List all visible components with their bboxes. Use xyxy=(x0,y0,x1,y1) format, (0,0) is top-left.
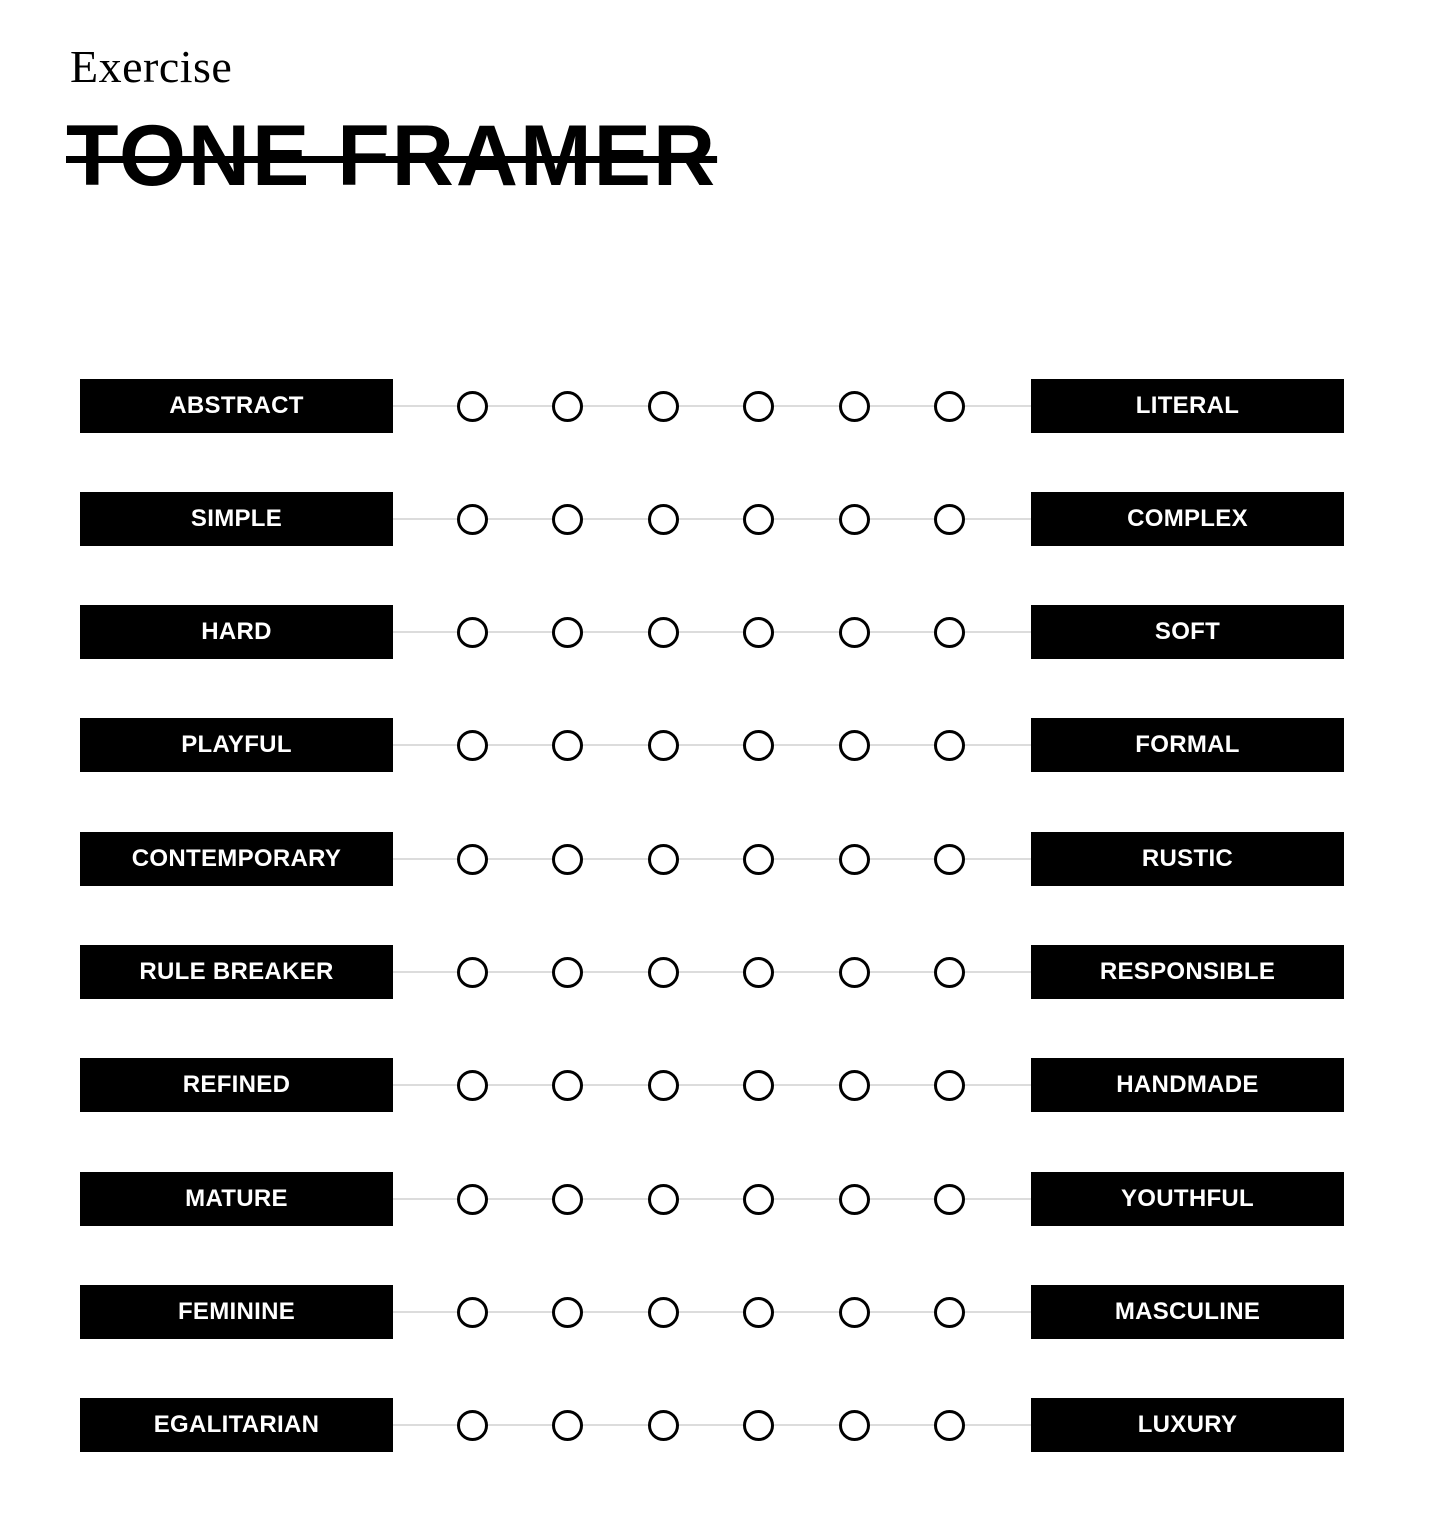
right-trait-label: LUXURY xyxy=(1031,1398,1344,1452)
radio-option-2[interactable] xyxy=(552,1184,583,1215)
radio-option-4[interactable] xyxy=(743,1070,774,1101)
radio-option-3[interactable] xyxy=(648,1410,679,1441)
scale-row xyxy=(80,605,1344,659)
radio-option-4[interactable] xyxy=(743,1184,774,1215)
scale-row xyxy=(80,379,1344,433)
radio-option-3[interactable] xyxy=(648,957,679,988)
radio-option-5[interactable] xyxy=(839,730,870,761)
radio-option-6[interactable] xyxy=(934,617,965,648)
radio-option-6[interactable] xyxy=(934,1410,965,1441)
radio-option-3[interactable] xyxy=(648,617,679,648)
radio-option-5[interactable] xyxy=(839,957,870,988)
radio-option-5[interactable] xyxy=(839,844,870,875)
scale-row xyxy=(80,832,1344,886)
scale-row xyxy=(80,1172,1344,1226)
page-title: TONE FRAMER xyxy=(66,108,718,204)
radio-option-4[interactable] xyxy=(743,957,774,988)
scale-row xyxy=(80,1285,1344,1339)
radio-option-2[interactable] xyxy=(552,1297,583,1328)
radio-option-3[interactable] xyxy=(648,1297,679,1328)
radio-option-4[interactable] xyxy=(743,391,774,422)
left-trait-label: HARD xyxy=(80,605,393,659)
radio-option-1[interactable] xyxy=(457,1410,488,1441)
left-trait-label: REFINED xyxy=(80,1058,393,1112)
radio-option-1[interactable] xyxy=(457,504,488,535)
radio-option-5[interactable] xyxy=(839,1410,870,1441)
radio-option-2[interactable] xyxy=(552,1410,583,1441)
radio-option-5[interactable] xyxy=(839,1184,870,1215)
radio-option-2[interactable] xyxy=(552,1070,583,1101)
radio-option-1[interactable] xyxy=(457,730,488,761)
radio-option-4[interactable] xyxy=(743,730,774,761)
left-trait-label: CONTEMPORARY xyxy=(80,832,393,886)
scale-row xyxy=(80,718,1344,772)
left-trait-label: SIMPLE xyxy=(80,492,393,546)
left-trait-label: PLAYFUL xyxy=(80,718,393,772)
radio-option-6[interactable] xyxy=(934,730,965,761)
right-trait-label: RUSTIC xyxy=(1031,832,1344,886)
radio-option-3[interactable] xyxy=(648,844,679,875)
radio-option-2[interactable] xyxy=(552,957,583,988)
left-trait-label: RULE BREAKER xyxy=(80,945,393,999)
radio-option-2[interactable] xyxy=(552,391,583,422)
radio-option-3[interactable] xyxy=(648,730,679,761)
radio-option-3[interactable] xyxy=(648,504,679,535)
radio-option-5[interactable] xyxy=(839,391,870,422)
radio-option-2[interactable] xyxy=(552,844,583,875)
left-trait-label: MATURE xyxy=(80,1172,393,1226)
radio-option-5[interactable] xyxy=(839,1297,870,1328)
radio-option-2[interactable] xyxy=(552,730,583,761)
scale-row xyxy=(80,1398,1344,1452)
left-trait-label: EGALITARIAN xyxy=(80,1398,393,1452)
right-trait-label: YOUTHFUL xyxy=(1031,1172,1344,1226)
radio-option-1[interactable] xyxy=(457,957,488,988)
radio-option-1[interactable] xyxy=(457,1070,488,1101)
right-trait-label: RESPONSIBLE xyxy=(1031,945,1344,999)
radio-option-1[interactable] xyxy=(457,844,488,875)
radio-option-3[interactable] xyxy=(648,391,679,422)
radio-option-6[interactable] xyxy=(934,1070,965,1101)
radio-option-4[interactable] xyxy=(743,1297,774,1328)
radio-option-3[interactable] xyxy=(648,1070,679,1101)
scale-row xyxy=(80,1058,1344,1112)
radio-option-6[interactable] xyxy=(934,1184,965,1215)
radio-option-3[interactable] xyxy=(648,1184,679,1215)
scale-row xyxy=(80,945,1344,999)
radio-option-6[interactable] xyxy=(934,391,965,422)
scale-row xyxy=(80,492,1344,546)
radio-option-5[interactable] xyxy=(839,617,870,648)
radio-option-1[interactable] xyxy=(457,1184,488,1215)
right-trait-label: FORMAL xyxy=(1031,718,1344,772)
right-trait-label: SOFT xyxy=(1031,605,1344,659)
radio-option-4[interactable] xyxy=(743,1410,774,1441)
radio-option-4[interactable] xyxy=(743,504,774,535)
radio-option-4[interactable] xyxy=(743,844,774,875)
radio-option-2[interactable] xyxy=(552,617,583,648)
radio-option-6[interactable] xyxy=(934,957,965,988)
left-trait-label: ABSTRACT xyxy=(80,379,393,433)
radio-option-5[interactable] xyxy=(839,1070,870,1101)
right-trait-label: HANDMADE xyxy=(1031,1058,1344,1112)
radio-option-1[interactable] xyxy=(457,1297,488,1328)
exercise-eyebrow: Exercise xyxy=(70,41,233,92)
left-trait-label: FEMININE xyxy=(80,1285,393,1339)
radio-option-2[interactable] xyxy=(552,504,583,535)
right-trait-label: COMPLEX xyxy=(1031,492,1344,546)
radio-option-6[interactable] xyxy=(934,844,965,875)
radio-option-5[interactable] xyxy=(839,504,870,535)
right-trait-label: MASCULINE xyxy=(1031,1285,1344,1339)
radio-option-6[interactable] xyxy=(934,1297,965,1328)
radio-option-4[interactable] xyxy=(743,617,774,648)
radio-option-1[interactable] xyxy=(457,391,488,422)
radio-option-6[interactable] xyxy=(934,504,965,535)
right-trait-label: LITERAL xyxy=(1031,379,1344,433)
radio-option-1[interactable] xyxy=(457,617,488,648)
